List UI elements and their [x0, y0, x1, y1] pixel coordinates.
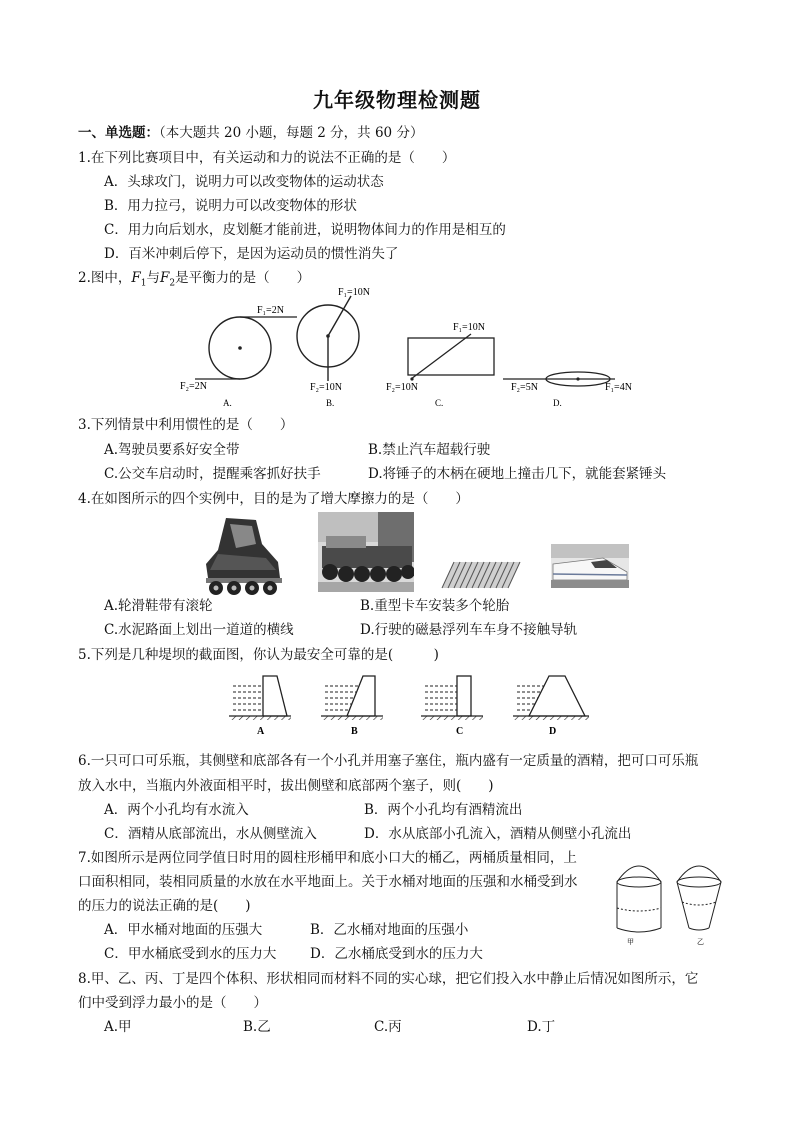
q2-b-label: B. [326, 398, 335, 408]
bucket-jia-label: 甲 [627, 938, 634, 946]
bucket-yi [677, 866, 721, 930]
bucket-yi-label: 乙 [697, 938, 704, 946]
rollerblade-image [196, 514, 286, 596]
q8-option-a: A.甲 [104, 1019, 132, 1035]
q4-stem: 4.在如图所示的四个实例中，目的是为了增大摩擦力的是（ ） [78, 491, 469, 507]
q2-d-left: F₂=5N [511, 382, 538, 393]
q1-option-b: B．用力拉弓，说明力可以改变物体的形状 [104, 198, 357, 214]
q2-c-bottom: F₂=10N [386, 382, 418, 393]
q2-fig-a [180, 305, 297, 408]
q3-stem: 3.下列情景中利用惯性的是（ ） [78, 417, 294, 433]
q6-stem-line1: 6.一只可口可乐瓶，其侧壁和底部各有一个小孔并用塞子塞住，瓶内盛有一定质量的酒精，把可口可乐瓶 [78, 753, 699, 769]
q7-buckets-figure [605, 856, 735, 948]
q2-a-bottom: F₂=2N [180, 381, 207, 392]
maglev-train-image [551, 544, 629, 588]
q2-fig-b [297, 287, 370, 408]
dam-b [321, 676, 383, 737]
bucket-jia [617, 866, 661, 932]
q7-option-b: B．乙水桶对地面的压强小 [310, 922, 469, 938]
q2-a-label: A. [223, 398, 232, 408]
q3-option-b: B.禁止汽车超载行驶 [368, 442, 491, 458]
q6-option-b: B．两个小孔均有酒精流出 [364, 802, 523, 818]
q2-fig-d [503, 372, 632, 408]
q6-option-d: D．水从底部小孔流入，酒精从侧壁小孔流出 [364, 826, 632, 842]
q2-b-top: F₁=10N [338, 287, 370, 298]
dam-d-label: D [549, 726, 557, 737]
q3-option-d: D.将锤子的木柄在硬地上撞击几下，就能套紧锤头 [368, 466, 667, 482]
dam-c [421, 676, 483, 737]
q6-option-c: C．酒精从底部流出，水从侧壁流入 [104, 826, 317, 842]
q1-option-d: D．百米冲刺后停下，是因为运动员的惯性消失了 [104, 246, 399, 262]
q2-stem-pre: 2.图中， [78, 270, 132, 286]
q2-f2: F [160, 270, 170, 286]
q7-option-a: A．甲水桶对地面的压强大 [104, 922, 263, 938]
dam-a [229, 676, 291, 737]
q8-option-d: D.丁 [527, 1019, 556, 1035]
q6-option-a: A．两个小孔均有水流入 [104, 802, 249, 818]
q3-option-a: A.驾驶员要系好安全带 [104, 442, 240, 458]
q7-stem-line1: 7.如图所示是两位同学值日时用的圆柱形桶甲和底小口大的桶乙，两桶质量相同，上 [78, 850, 577, 866]
q1-option-a: A．头球攻门，说明力可以改变物体的运动状态 [104, 174, 384, 190]
q6-stem-line2: 放入水中，当瓶内外液面相平时，拔出侧壁和底部两个塞子，则( ) [78, 778, 494, 794]
q2-c-label: C. [435, 398, 444, 408]
q4-option-a: A.轮滑鞋带有滚轮 [104, 598, 213, 614]
q1-option-c: C．用力向后划水，皮划艇才能前进，说明物体间力的作用是相互的 [104, 222, 506, 238]
q2-f2-sub: 2 [169, 278, 176, 289]
dam-d [513, 676, 589, 737]
q8-stem-line2: 们中受到浮力最小的是（ ） [78, 995, 267, 1011]
q4-option-d: D.行驶的磁悬浮列车车身不接触导轨 [360, 622, 578, 638]
page-title: 九年级物理检测题 [313, 88, 481, 112]
q2-a-top: F₁=2N [257, 305, 284, 316]
q2-d-label: D. [553, 398, 562, 408]
dam-a-label: A [257, 726, 265, 737]
q2-stem-post: 是平衡力的是（ ） [175, 270, 311, 286]
section-note: （本大题共 20 小题，每题 2 分，共 60 分） [159, 125, 424, 141]
q4-option-b: B.重型卡车安装多个轮胎 [360, 598, 510, 614]
q8-stem-line1: 8.甲、乙、丙、丁是四个体积、形状相同而材料不同的实心球，把它们投入水中静止后情况如图所示，它 [78, 971, 699, 987]
truck-image [318, 512, 414, 592]
dam-c-label: C [456, 726, 464, 737]
q1-stem: 1.在下列比赛项目中，有关运动和力的说法不正确的是（ ） [78, 150, 456, 166]
q8-option-b: B.乙 [243, 1019, 271, 1035]
q2-d-right: F₁=4N [605, 382, 632, 393]
q2-f1: F [131, 270, 141, 286]
q7-option-c: C．甲水桶底受到水的压力大 [104, 946, 277, 962]
q2-b-bottom: F₂=10N [310, 382, 342, 393]
q4-option-c: C.水泥路面上划出一道道的横线 [104, 622, 294, 638]
q5-dam-figure [225, 670, 605, 740]
q7-stem-line2: 口面积相同，装相同质量的水放在水平地面上。关于水桶对地面的压强和水桶受到水 [78, 874, 578, 890]
q2-figure [175, 284, 645, 414]
section-heading [78, 123, 423, 143]
q7-stem-line3: 的压力的说法正确的是( ) [78, 898, 251, 914]
q7-option-d: D．乙水桶底受到水的压力大 [310, 946, 483, 962]
q2-fig-c [386, 322, 494, 408]
q2-f1-sub: 1 [140, 278, 147, 289]
dam-b-label: B [351, 726, 358, 737]
q2-c-top: F₁=10N [453, 322, 485, 333]
q2-mid: 与 [146, 270, 160, 286]
q8-option-c: C.丙 [374, 1019, 402, 1035]
section-label: 一、单选题： [78, 125, 159, 141]
q5-stem: 5.下列是几种堤坝的截面图，你认为最安全可靠的是( ) [78, 647, 439, 663]
road-lines-image [440, 560, 522, 590]
q3-option-c: C.公交车启动时，提醒乘客抓好扶手 [104, 466, 321, 482]
